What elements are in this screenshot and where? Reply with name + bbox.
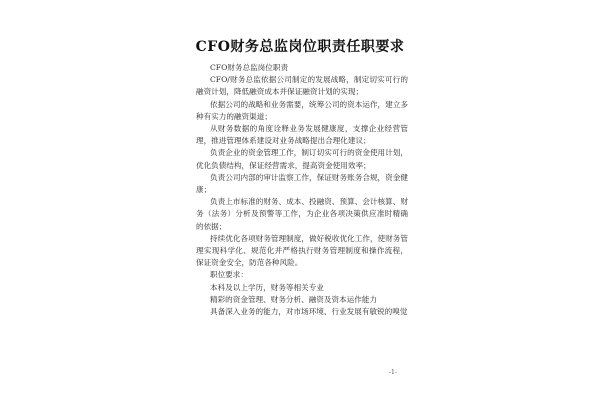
- paragraph-duty-financing-plan: CFO/财务总监依据公司制定的发展战略，制定切实可行的融资计划，降低融资成本并保证融资计划的实现；: [196, 75, 408, 97]
- paragraph-requirement-education: 本科及以上学历，财务等相关专业: [210, 282, 324, 292]
- paragraph-duty-system-optimization: 持续优化各项财务管理制度，做好税收优化工作，使财务管理实现科学化、规范化并严格执行财务管理制度和操作流程，保证资金安全，防范各种风险。: [196, 233, 408, 268]
- paragraph-requirements-heading: 职位要求：: [210, 270, 248, 280]
- paragraph-requirement-business-insight: 具备深入业务的能力，对市场环境、行业发展有敏锐的嗅觉: [210, 307, 408, 317]
- paragraph-duty-financial-analysis: 负责上市标准的财务、成本、投融资、预算、会计核算、财务（法务）分析及预警等工作，为企业各项决策供应准时精确的依据；: [196, 197, 408, 231]
- paragraph-duty-capital-operation: 依据公司的战略和业务需要，统筹公司的资本运作，建立多种有实力的融资渠道；: [196, 99, 408, 121]
- page-number: -1-: [389, 369, 397, 376]
- paragraph-section-heading: CFO财务总监岗位职责: [210, 63, 289, 72]
- document-body: [196, 62, 408, 318]
- paragraph-duty-business-support: 从财务数据的角度诠释业务发展健康度，支撑企业经营管理，推进管理体系建设对业务战略提出合理化建议；: [196, 124, 408, 146]
- document-title: CFO财务总监岗位职责任职要求: [195, 39, 405, 55]
- paragraph-duty-fund-management: 负责企业的资金管理工作，制订切实可行的资金使用计划，优化负债结构，保证经营需求，提高资金使用效率；: [196, 148, 408, 170]
- paragraph-requirement-skills: 精彩的资金管理、财务分析、融资及资本运作能力: [210, 294, 378, 304]
- paragraph-duty-internal-audit: 负责公司内部的审计监察工作，保证财务账务合规，资金健康；: [196, 172, 408, 195]
